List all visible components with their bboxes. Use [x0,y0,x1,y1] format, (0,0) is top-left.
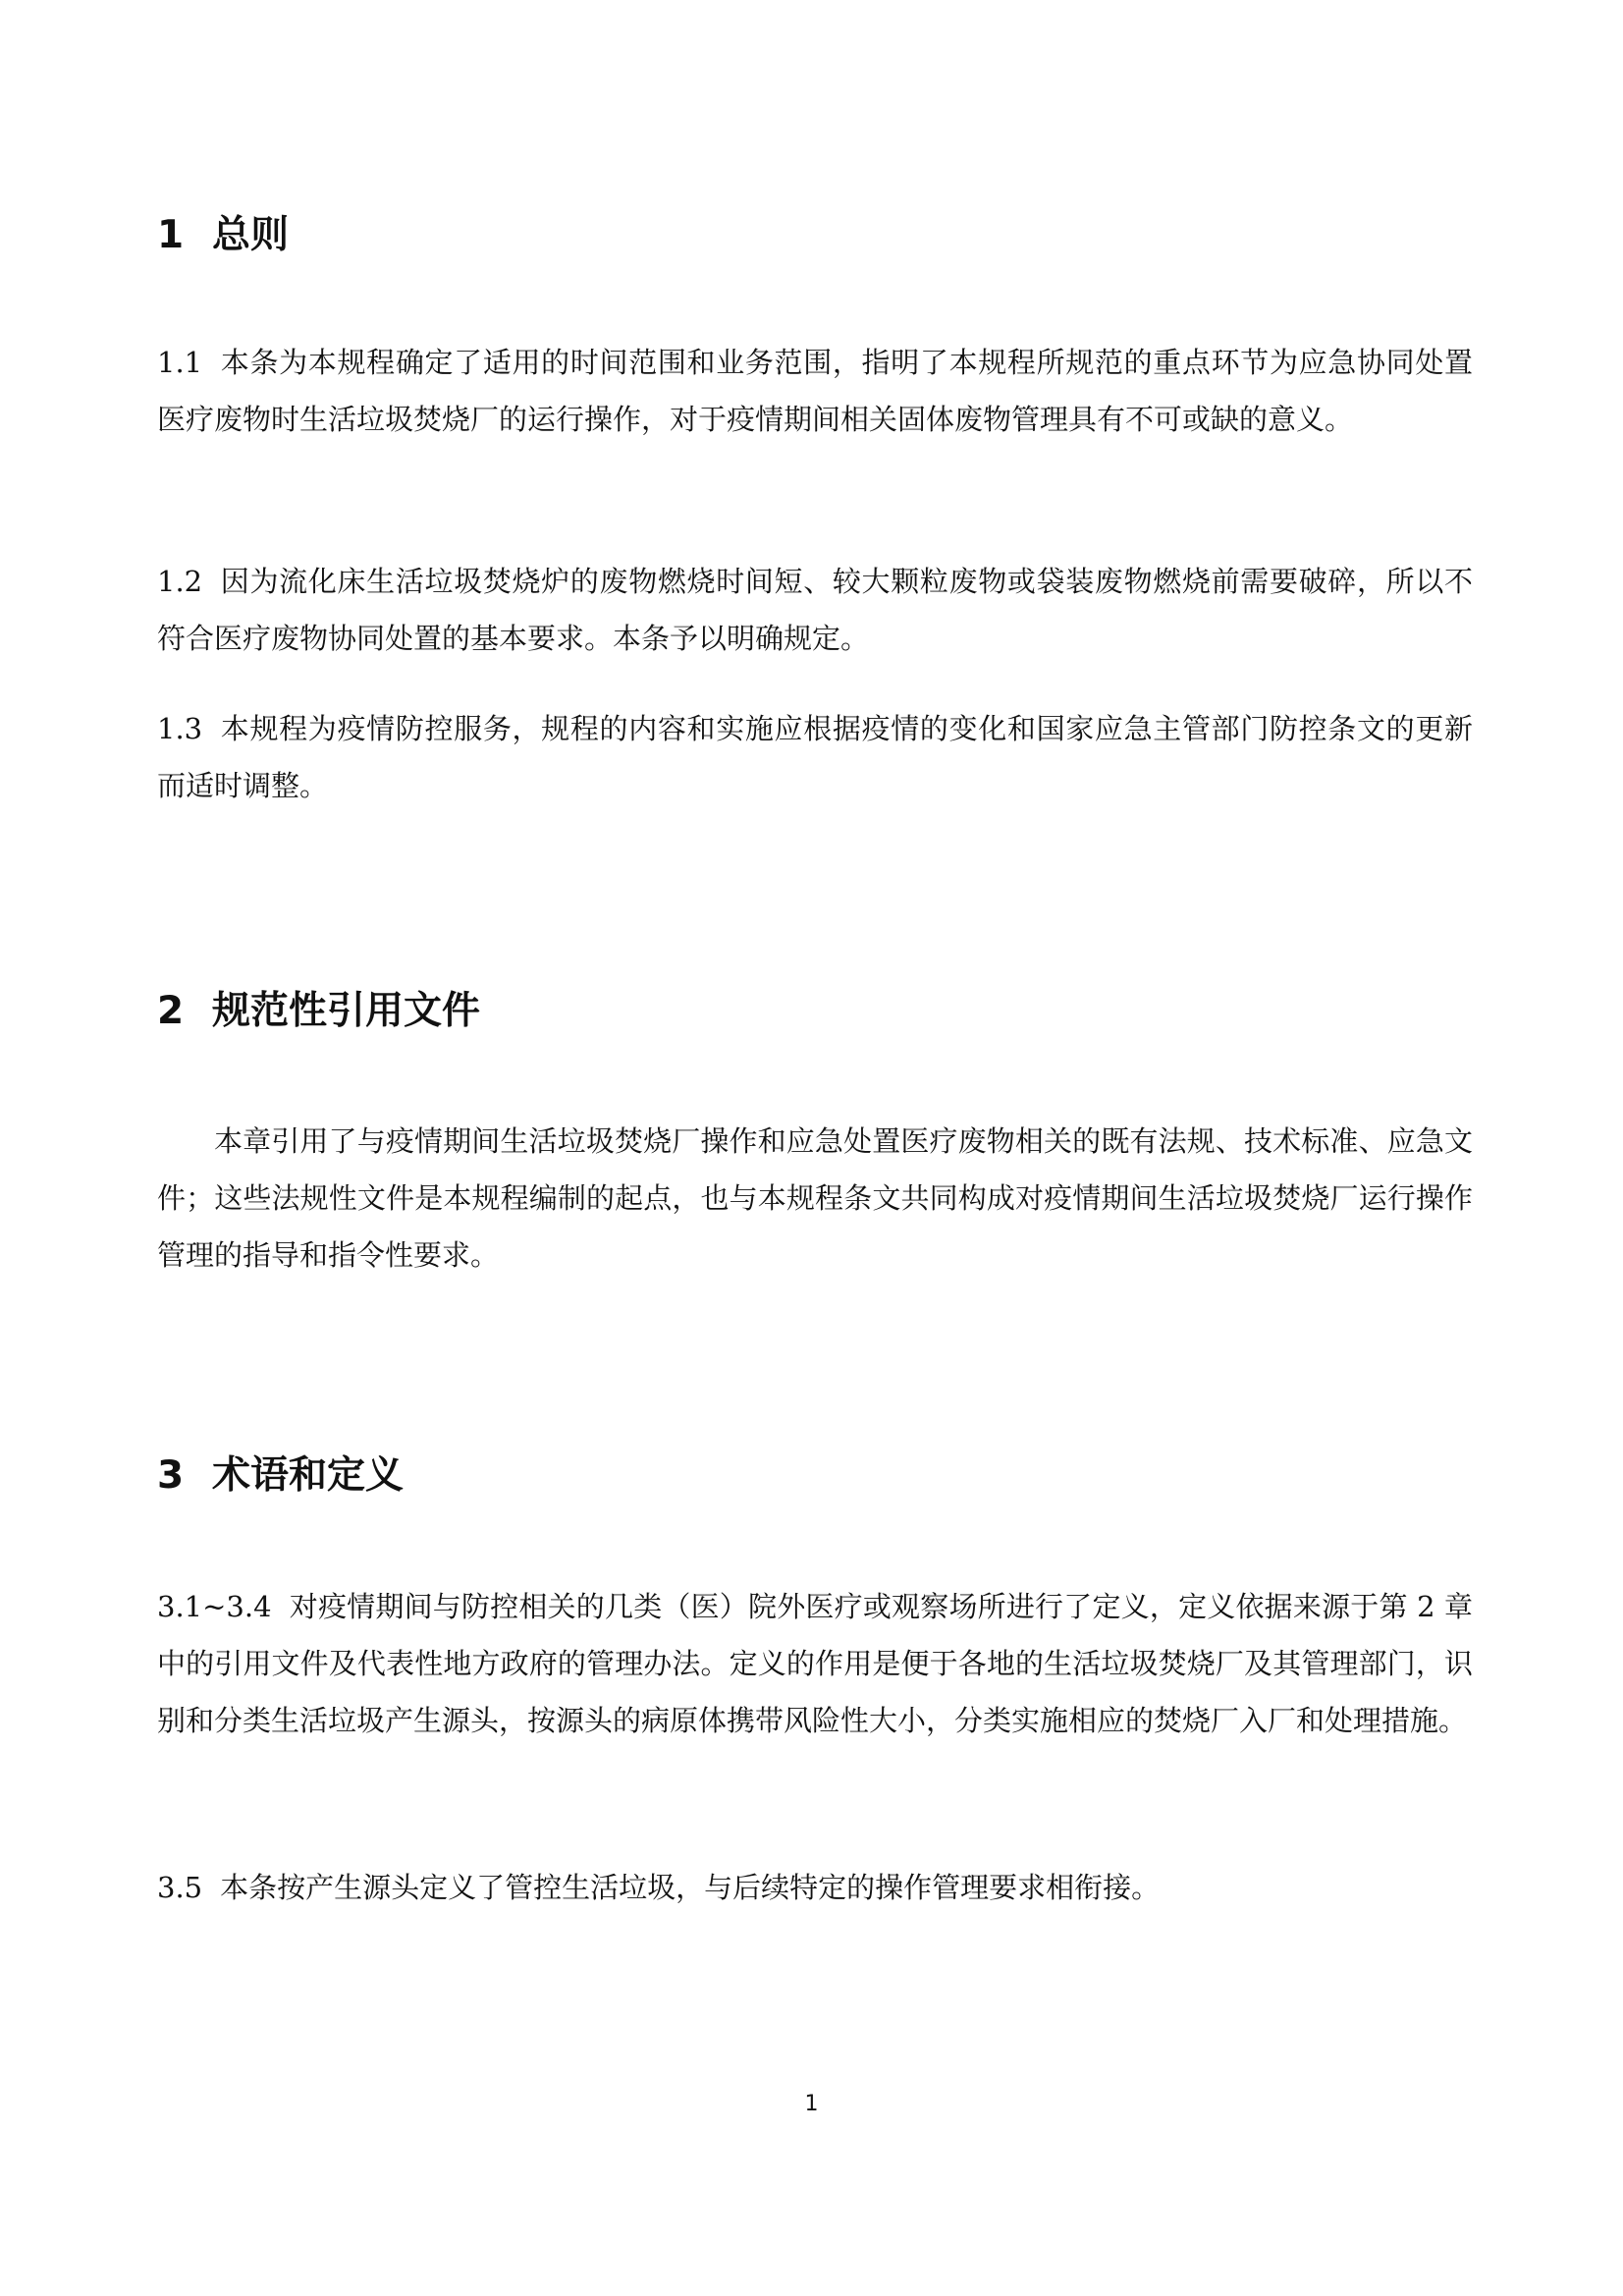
clause-paragraph [157,1578,1473,1749]
clause-paragraph [157,700,1473,814]
section-number: 3 [157,1453,185,1498]
section-number: 1 [157,213,185,257]
page-number: 1 [804,2092,819,2116]
clause-paragraph [157,553,1473,667]
section-title: 规范性引用文件 [212,989,481,1033]
clause-text: 本规程为疫情防控服务，规程的内容和实施应根据疫情的变化和国家应急主管部门防控条文的更新而适时调整。 [157,712,1473,802]
clause-text: 因为流化床生活垃圾焚烧炉的废物燃烧时间短、较大颗粒废物或袋装废物燃烧前需要破碎，所以不符合医疗废物协同处置的基本要求。本条予以明确规定。 [157,565,1473,655]
clause-text: 对疫情期间与防控相关的几类（医）院外医疗或观察场所进行了定义，定义依据来源于第 2 章中的引用文件及代表性地方政府的管理办法。定义的作用是便于各地的生活垃圾焚烧厂及其管理部门，识别和分类生活垃圾产生源头，按源头的病原体携带风险性大小，分类实施相应的焚烧厂入厂和处理措施。 [157,1590,1473,1737]
section-number: 2 [157,989,185,1033]
clause-paragraph [157,1859,1473,1916]
section-heading-3 [157,1452,404,1500]
clause-number: 1.3 [157,712,203,745]
section-heading-1 [157,212,289,259]
section-title: 总则 [212,213,290,257]
section-title: 术语和定义 [212,1453,405,1498]
clause-number: 1.1 [157,346,203,379]
section-paragraph [157,1113,1473,1284]
clause-text: 本条按产生源头定义了管控生活垃圾，与后续特定的操作管理要求相衔接。 [220,1871,1161,1904]
clause-paragraph [157,334,1473,448]
clause-number: 3.1~3.4 [157,1590,272,1623]
section-heading-2 [157,988,480,1035]
clause-text: 本条为本规程确定了适用的时间范围和业务范围，指明了本规程所规范的重点环节为应急协同处置医疗废物时生活垃圾焚烧厂的运行操作，对于疫情期间相关固体废物管理具有不可或缺的意义。 [157,346,1473,436]
clause-number: 1.2 [157,565,203,598]
clause-number: 3.5 [157,1871,203,1904]
paragraph-text: 本章引用了与疫情期间生活垃圾焚烧厂操作和应急处置医疗废物相关的既有法规、技术标准、应急文件；这些法规性文件是本规程编制的起点，也与本规程条文共同构成对疫情期间生活垃圾焚烧厂运行操作管理的指导和指令性要求。 [157,1124,1473,1272]
